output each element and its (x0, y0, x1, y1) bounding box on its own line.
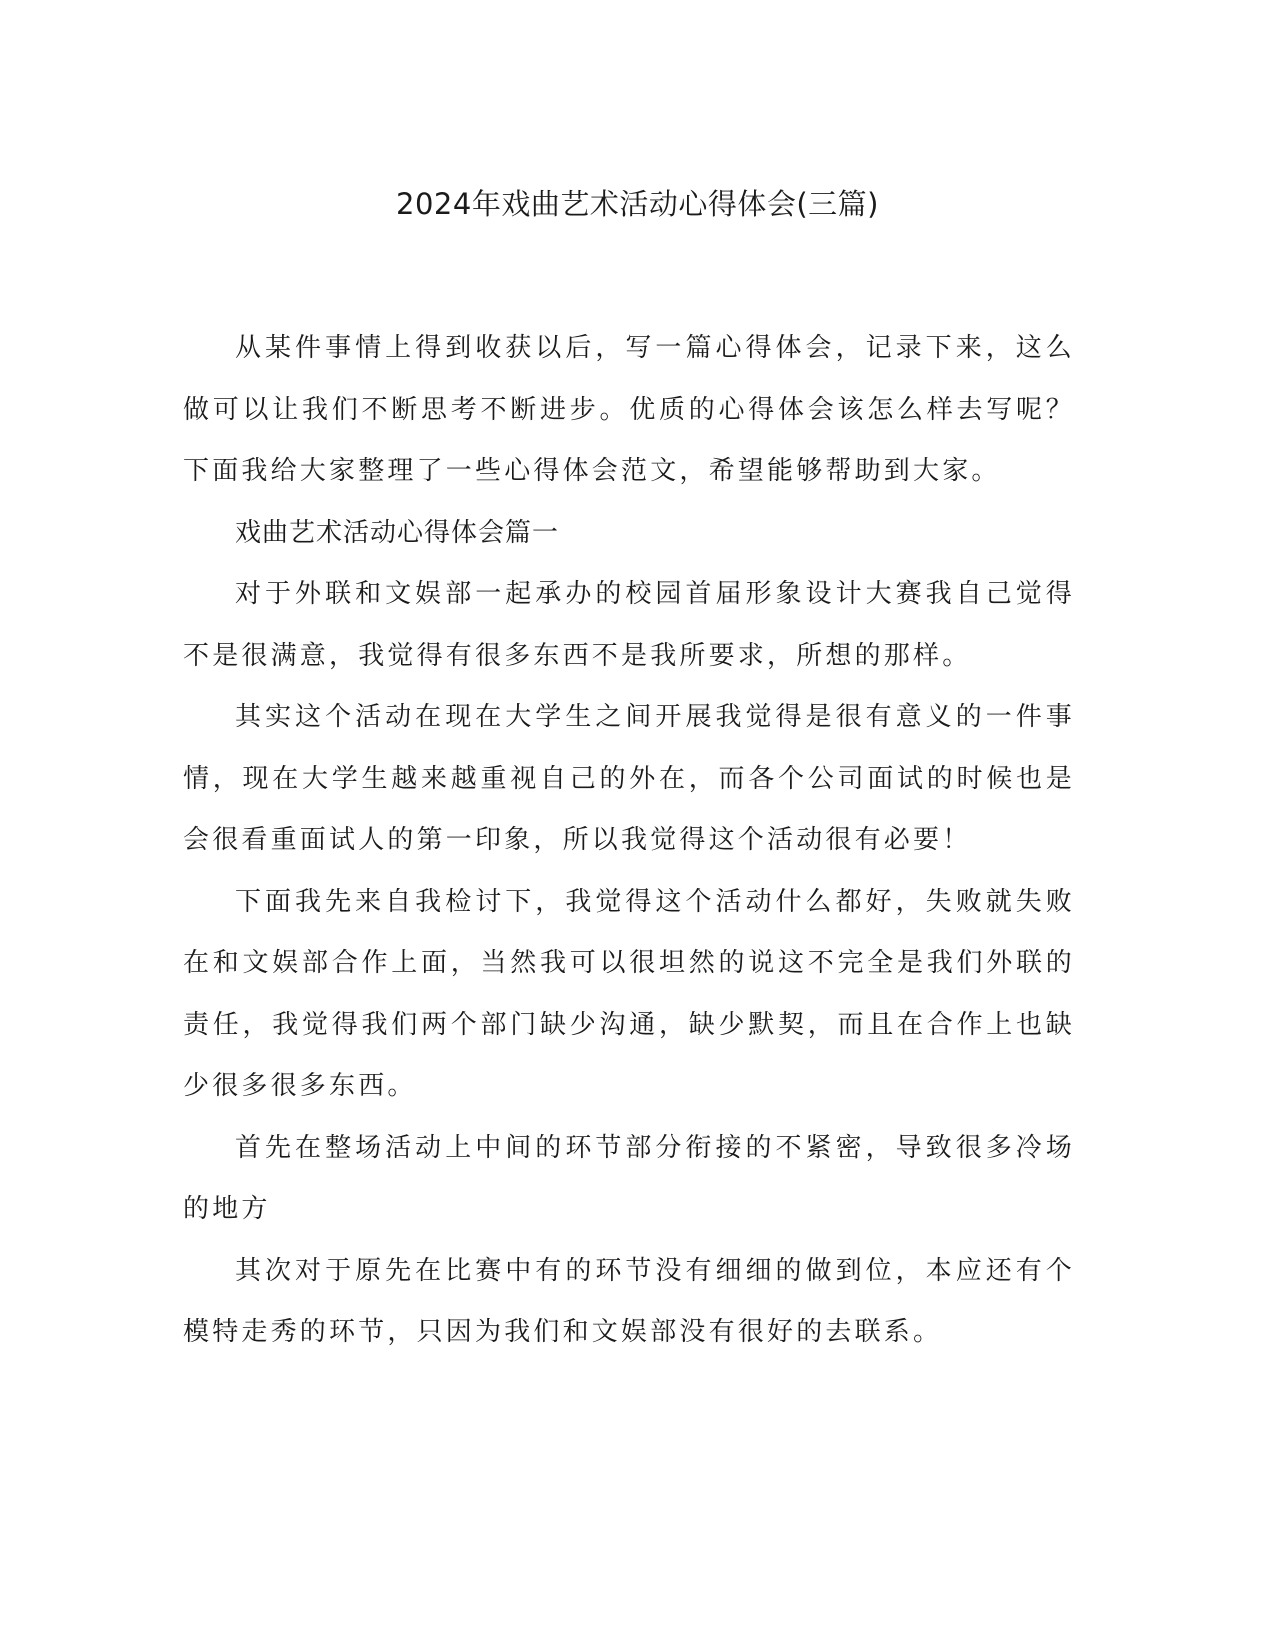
paragraph: 下面我先来自我检讨下，我觉得这个活动什么都好，失败就失败在和文娱部合作上面，当然我可以很坦然的说这不完全是我们外联的责任，我觉得我们两个部门缺少沟通，缺少默契，而且在合作上也缺少很多很多东西。 (183, 886, 1075, 1101)
document-title: 2024年戏曲艺术活动心得体会(三篇) (396, 187, 879, 221)
document-body (183, 318, 1075, 1364)
paragraph: 首先在整场活动上中间的环节部分衔接的不紧密，导致很多冷场的地方 (183, 1132, 1075, 1224)
paragraph: 其实这个活动在现在大学生之间开展我觉得是很有意义的一件事情，现在大学生越来越重视自己的外在，而各个公司面试的时候也是会很看重面试人的第一印象，所以我觉得这个活动很有必要！ (183, 702, 1075, 855)
paragraph: 其次对于原先在比赛中有的环节没有细细的做到位，本应还有个模特走秀的环节，只因为我们和文娱部没有很好的去联系。 (183, 1255, 1075, 1347)
section-heading: 戏曲艺术活动心得体会篇一 (235, 517, 560, 548)
paragraph: 对于外联和文娱部一起承办的校园首届形象设计大赛我自己觉得不是很满意，我觉得有很多东西不是我所要求，所想的那样。 (183, 579, 1075, 671)
paragraph-intro: 从某件事情上得到收获以后，写一篇心得体会，记录下来，这么做可以让我们不断思考不断进步。优质的心得体会该怎么样去写呢？下面我给大家整理了一些心得体会范文，希望能够帮助到大家。 (183, 333, 1075, 486)
